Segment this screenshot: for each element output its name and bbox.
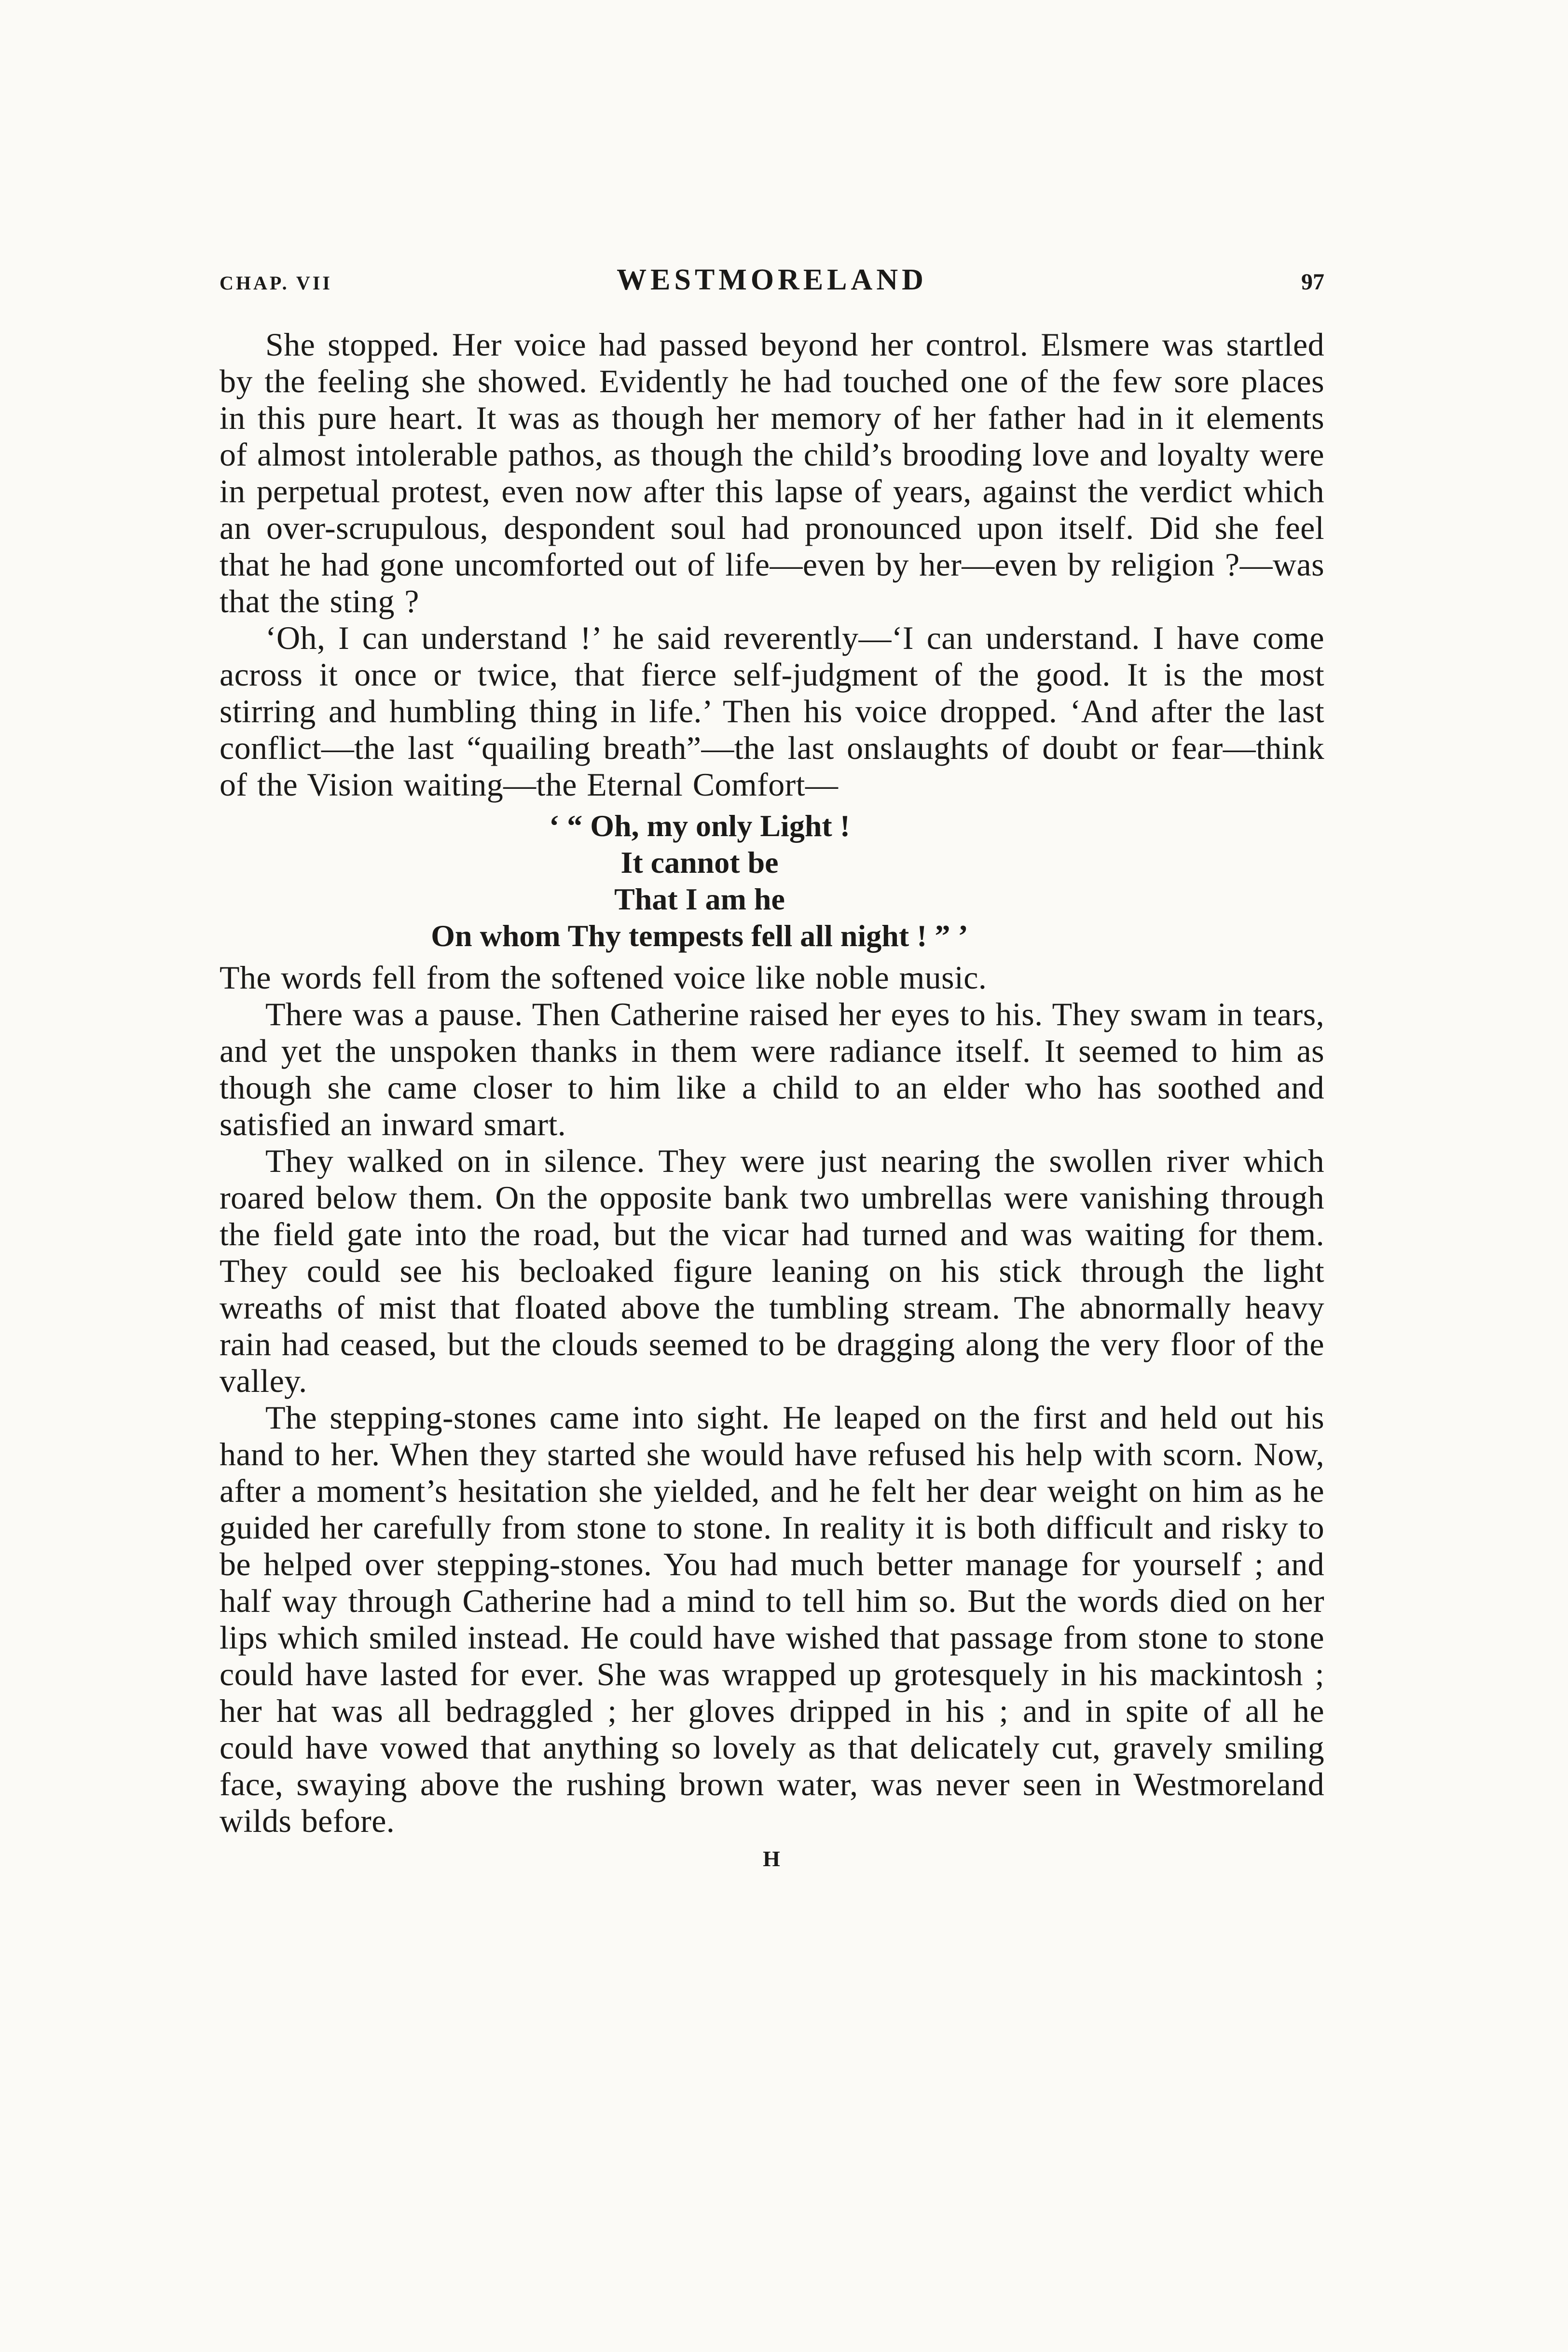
body-text [220, 326, 1324, 1839]
page-footer [220, 1846, 1324, 1871]
chapter-label: CHAP. VII [220, 272, 332, 294]
text-block [220, 263, 1324, 1871]
running-title: WESTMORELAND [617, 263, 927, 296]
verse-quote [147, 808, 1252, 954]
page-number: 97 [1301, 269, 1324, 295]
verse-line: That I am he [614, 882, 785, 916]
paragraph-6: The stepping-stones came into sight. He leaped on the first and held out his hand to her. When they started she would have refused his help with scorn. Now, after a moment’s hesitation she yielded, and he felt her dear weight on him as he guided her carefully from stone to stone. In reality it is both difficult and risky to be helped over stepping-stones. You had much better manage for yourself ; and half way through Catherine had a mind to tell him so. But the words died on her lips which smiled instead. He could have wished that passage from stone to stone could have lasted for ever. She was wrapped up grotesquely in his mackintosh ; her hat was all bedraggled ; her gloves dripped in his ; and in spite of all he could have vowed that anything so lovely as that delicately cut, gravely smiling face, swaying above the rushing brown water, was never seen in Westmoreland wilds before. [220, 1399, 1324, 1839]
verse-line: It cannot be [620, 845, 779, 880]
paragraph-2: ‘Oh, I can understand !’ he said reverently—‘I can understand. I have come across it once or twice, that fierce self-judgment of the good. It is the most stirring and humbling thing in life.’ Then his voice dropped. ‘And after the last conflict—the last “quailing breath”—the last onslaughts of doubt or fear—think of the Vision waiting—the Eternal Comfort— [220, 619, 1324, 803]
page-header [220, 263, 1324, 297]
signature-mark: H [763, 1846, 781, 1871]
verse-line: On whom Thy tempests fell all night ! ” ’ [431, 919, 968, 953]
verse-line: ‘ “ Oh, my only Light ! [549, 809, 851, 843]
paragraph-3: The words fell from the softened voice like noble music. [220, 959, 987, 996]
paragraph-5: They walked on in silence. They were just nearing the swollen river which roared below them. On the opposite bank two umbrellas were vanishing through the field gate into the road, but the vicar had turned and was waiting for them. They could see his becloaked figure leaning on his stick through the light wreaths of mist that floated above the tumbling stream. The abnormally heavy rain had ceased, but the clouds seemed to be dragging along the very floor of the valley. [220, 1142, 1324, 1399]
paragraph-1: She stopped. Her voice had passed beyond her control. Elsmere was startled by the feeling she showed. Evidently he had touched one of the few sore places in this pure heart. It was as though her memory of her father had in it elements of almost intolerable pathos, as though the child’s brooding love and loyalty were in perpetual protest, even now after this lapse of years, against the verdict which an over-scrupulous, despondent soul had pronounced upon itself. Did she feel that he had gone uncomforted out of life—even by her—even by religion ?—was that the sting ? [220, 326, 1324, 619]
paragraph-4: There was a pause. Then Catherine raised her eyes to his. They swam in tears, and yet the unspoken thanks in them were radiance itself. It seemed to him as though she came closer to him like a child to an elder who has soothed and satisfied an inward smart. [220, 996, 1324, 1142]
